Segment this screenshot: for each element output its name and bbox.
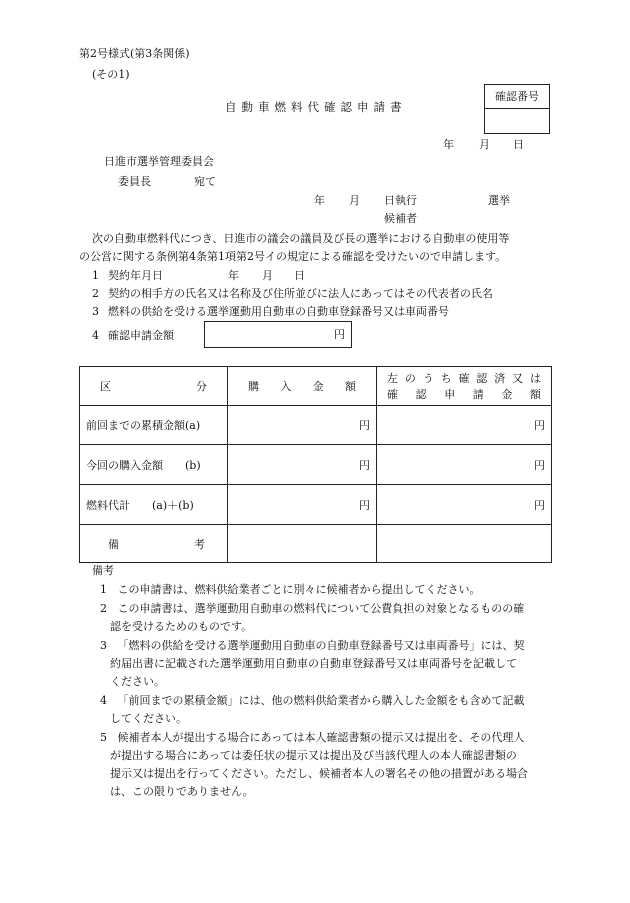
purchase-cell[interactable]: 円 [228, 445, 377, 485]
election-day-held: 日執行 [384, 194, 417, 207]
confirm-number-label: 確認番号 [485, 85, 549, 109]
confirmed-cell[interactable]: 円 [377, 406, 552, 445]
confirmed-cell[interactable]: 円 [377, 485, 552, 525]
addressee-org: 日進市選挙管理委員会 [104, 155, 214, 168]
date-year: 年 [443, 138, 454, 151]
notes-heading: 備考 [92, 564, 114, 577]
table-header-row [80, 367, 552, 406]
intro-line-1: 次の自動車燃料代につき、日進市の議会の議員及び長の選挙における自動車の使用等 [92, 232, 510, 245]
row-label-total: 燃料代計 (a)＋(b) [80, 485, 228, 525]
election-name: 選挙 [488, 194, 510, 207]
item-amount-label: 確認申請金額 [108, 329, 174, 342]
addressee-chair: 委員長 [118, 175, 151, 188]
intro-line-2: の公営に関する条例第4条第1項第2号イの規定による確認を受けたいので申請します。 [79, 250, 507, 263]
header-confirmed-amount: 左 の う ち 確 認 済 又 は 確 認 申 請 金 額 [377, 367, 552, 406]
date-day: 日 [513, 138, 524, 151]
note-item: 1 この申請書は、燃料供給業者ごとに別々に候補者から提出してください。 [100, 583, 481, 596]
election-month: 月 [349, 194, 360, 207]
addressee-honorific: 宛て [194, 175, 216, 188]
row-label-cumulative: 前回までの累積金額(a) [80, 406, 228, 445]
amount-unit: 円 [334, 328, 345, 341]
date-month: 月 [479, 138, 490, 151]
table-row [80, 445, 552, 485]
candidate-label: 候補者 [384, 212, 417, 225]
form-sub-number: (その1) [92, 68, 130, 81]
header-purchase-amount: 購 入 金 額 [228, 367, 377, 406]
contract-date-day: 日 [294, 269, 305, 282]
confirm-number-box[interactable] [484, 84, 550, 134]
table-remarks-row [80, 525, 552, 563]
contract-date-year: 年 [228, 269, 239, 282]
row-label-current: 今回の購入金額 (b) [80, 445, 228, 485]
table-row [80, 406, 552, 445]
remarks-cell[interactable] [377, 525, 552, 563]
document-title: 自動車燃料代確認申請書 [225, 100, 407, 114]
remarks-label: 備 考 [80, 525, 228, 563]
item-counterparty-label: 契約の相手方の氏名又は名称及び住所並びに法人にあってはその代表者の氏名 [108, 287, 493, 300]
item-number: 4 [92, 329, 99, 342]
contract-date-month: 月 [262, 269, 273, 282]
table-row [80, 485, 552, 525]
remarks-cell[interactable] [228, 525, 377, 563]
item-number: 2 [92, 287, 99, 300]
item-number: 3 [92, 305, 99, 318]
item-number: 1 [92, 269, 99, 282]
election-year: 年 [314, 194, 325, 207]
purchase-cell[interactable]: 円 [228, 406, 377, 445]
note-item: 3 「燃料の供給を受ける選挙運動用自動車の自動車登録番号又は車両番号」には、契 約届出書に記載された選挙運動用自動車の自動車登録番号又は車両番号を記載して ください。 [100, 639, 525, 688]
note-item: 2 この申請書は、選挙運動用自動車の燃料代について公費負担の対象となるものの確 認を受けるためのものです。 [100, 602, 525, 633]
confirmed-cell[interactable]: 円 [377, 445, 552, 485]
form-number: 第2号様式(第3条関係) [79, 47, 190, 60]
note-item: 4 「前回までの累積金額」には、他の燃料供給業者から購入した金額をも含めて記載 してください。 [100, 694, 525, 725]
note-item: 5 候補者本人が提出する場合にあっては本人確認書類の提示又は提出を、その代理人 が提出する場合にあっては委任状の提示又は提出及び当該代理人の本人確認書類の 提示又は提出を行ってください。ただし、候補者本人の署名その他の措置がある場合 は、この限りでありません。 [100, 731, 528, 798]
amount-input-box[interactable] [204, 321, 352, 348]
item-contract-date-label: 契約年月日 [108, 269, 163, 282]
header-kubun: 区 分 [80, 367, 228, 406]
item-vehicle-number-label: 燃料の供給を受ける選挙運動用自動車の自動車登録番号又は車両番号 [108, 305, 449, 318]
purchase-cell[interactable]: 円 [228, 485, 377, 525]
amount-table [79, 366, 552, 563]
